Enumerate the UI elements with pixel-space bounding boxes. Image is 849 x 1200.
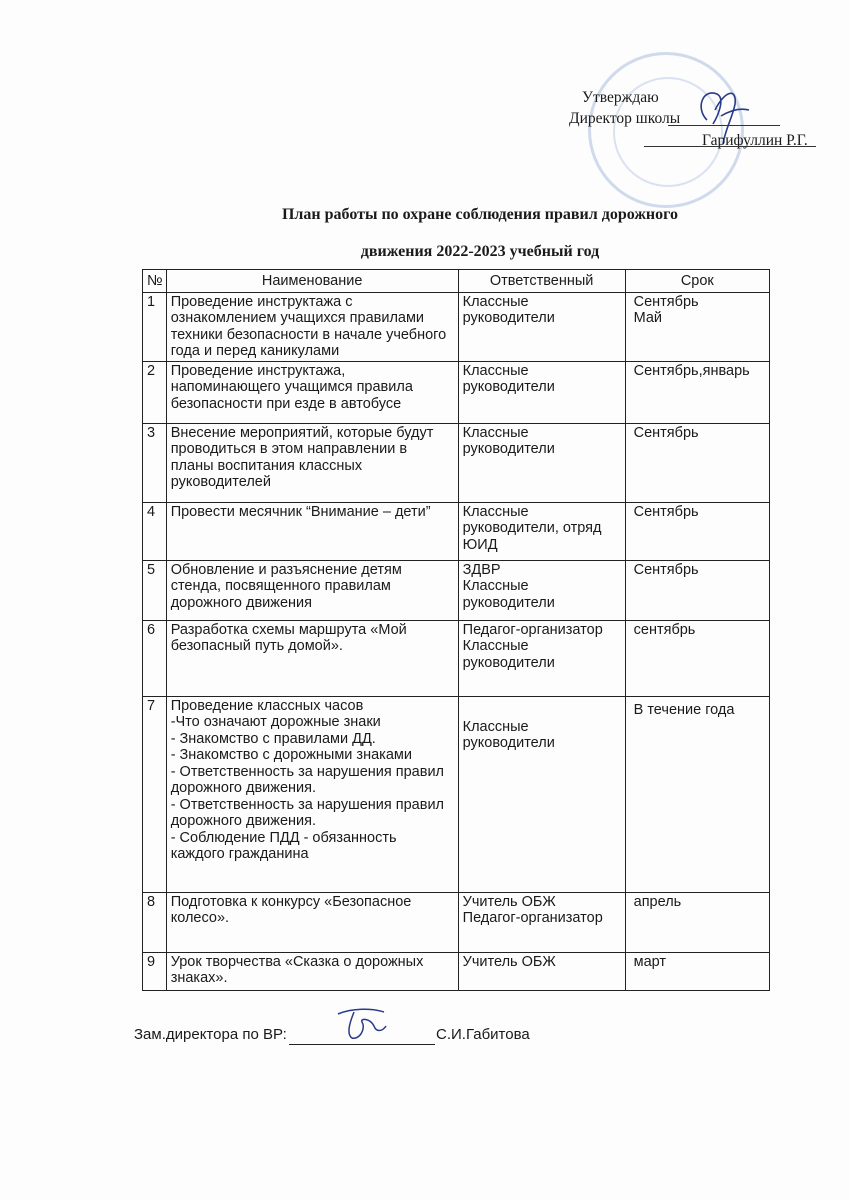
table-row: [143, 952, 770, 990]
row-term: апрель: [625, 892, 769, 952]
row-name: Проведение классных часов -Что означают дорожные знаки - Знакомство с правилами ДД. - Знакомство с дорожными знаками - Ответственность за нарушения правил дорожного движения. - Ответственность за нарушения правил дорожного движения. - Соблюдение ПДД - обязанность каждого гражданина: [166, 696, 458, 892]
row-number: 6: [143, 620, 167, 696]
row-responsible: Учитель ОБЖ: [458, 952, 625, 990]
row-name: Проведение инструктажа с ознакомлением учащихся правилами техники безопасности в начале учебного года и перед каникулами: [166, 292, 458, 361]
row-number: 4: [143, 502, 167, 560]
approval-position: Директор школы: [569, 110, 681, 127]
row-name: Обновление и разъяснение детям стенда, посвященного правилам дорожного движения: [166, 560, 458, 620]
deputy-signature: [332, 1004, 392, 1044]
signature-line: [289, 1044, 435, 1045]
row-term: Сентябрь: [625, 423, 769, 502]
approval-director-name: Гарифуллин Р.Г.: [702, 132, 808, 149]
row-term: сентябрь: [625, 620, 769, 696]
row-term: март: [625, 952, 769, 990]
row-name: Проведение инструктажа, напоминающего учащимся правила безопасности при езде в автобусе: [166, 361, 458, 423]
deputy-name: С.И.Габитова: [436, 1026, 530, 1043]
row-responsible: Классные руководители, отряд ЮИД: [458, 502, 625, 560]
header-term: Срок: [625, 270, 769, 293]
row-responsible: Педагог-организатор Классные руководители: [458, 620, 625, 696]
table-row: [143, 696, 770, 892]
row-number: 7: [143, 696, 167, 892]
row-responsible: ЗДВР Классные руководители: [458, 560, 625, 620]
row-number: 2: [143, 361, 167, 423]
signature-line: [668, 125, 780, 126]
plan-table: [142, 269, 770, 991]
row-number: 5: [143, 560, 167, 620]
row-number: 9: [143, 952, 167, 990]
row-term: Сентябрь: [625, 560, 769, 620]
row-name: Провести месячник “Внимание – дети”: [166, 502, 458, 560]
row-responsible: Классные руководители: [458, 696, 625, 892]
row-term: Сентябрь Май: [625, 292, 769, 361]
table-row: [143, 423, 770, 502]
row-responsible: Классные руководители: [458, 361, 625, 423]
document-title: План работы по охране соблюдения правил дорожного: [281, 206, 679, 223]
signature-line: [644, 146, 816, 147]
table-row: [143, 292, 770, 361]
row-term: Сентябрь: [625, 502, 769, 560]
row-name: Урок творчества «Сказка о дорожных знаках».: [166, 952, 458, 990]
table-row: [143, 361, 770, 423]
row-name: Разработка схемы маршрута «Мой безопасный путь домой».: [166, 620, 458, 696]
row-name: Внесение мероприятий, которые будут проводиться в этом направлении в планы воспитания классных руководителей: [166, 423, 458, 502]
row-name: Подготовка к конкурсу «Безопасное колесо».: [166, 892, 458, 952]
row-number: 3: [143, 423, 167, 502]
row-responsible: Учитель ОБЖ Педагог-организатор: [458, 892, 625, 952]
table-row: [143, 892, 770, 952]
table-row: [143, 620, 770, 696]
table-row: [143, 560, 770, 620]
table-row: [143, 502, 770, 560]
row-responsible: Классные руководители: [458, 423, 625, 502]
row-responsible: Классные руководители: [458, 292, 625, 361]
row-number: 8: [143, 892, 167, 952]
row-term: Сентябрь,январь: [625, 361, 769, 423]
row-term: В течение года: [625, 696, 769, 892]
row-number: 1: [143, 292, 167, 361]
header-responsible: Ответственный: [458, 270, 625, 293]
header-number: №: [143, 270, 167, 293]
table-header-row: [143, 270, 770, 293]
document-subtitle: движения 2022-2023 учебный год: [360, 243, 600, 260]
header-name: Наименование: [166, 270, 458, 293]
deputy-label: Зам.директора по ВР:: [134, 1026, 287, 1043]
approval-title: Утверждаю: [582, 89, 659, 106]
